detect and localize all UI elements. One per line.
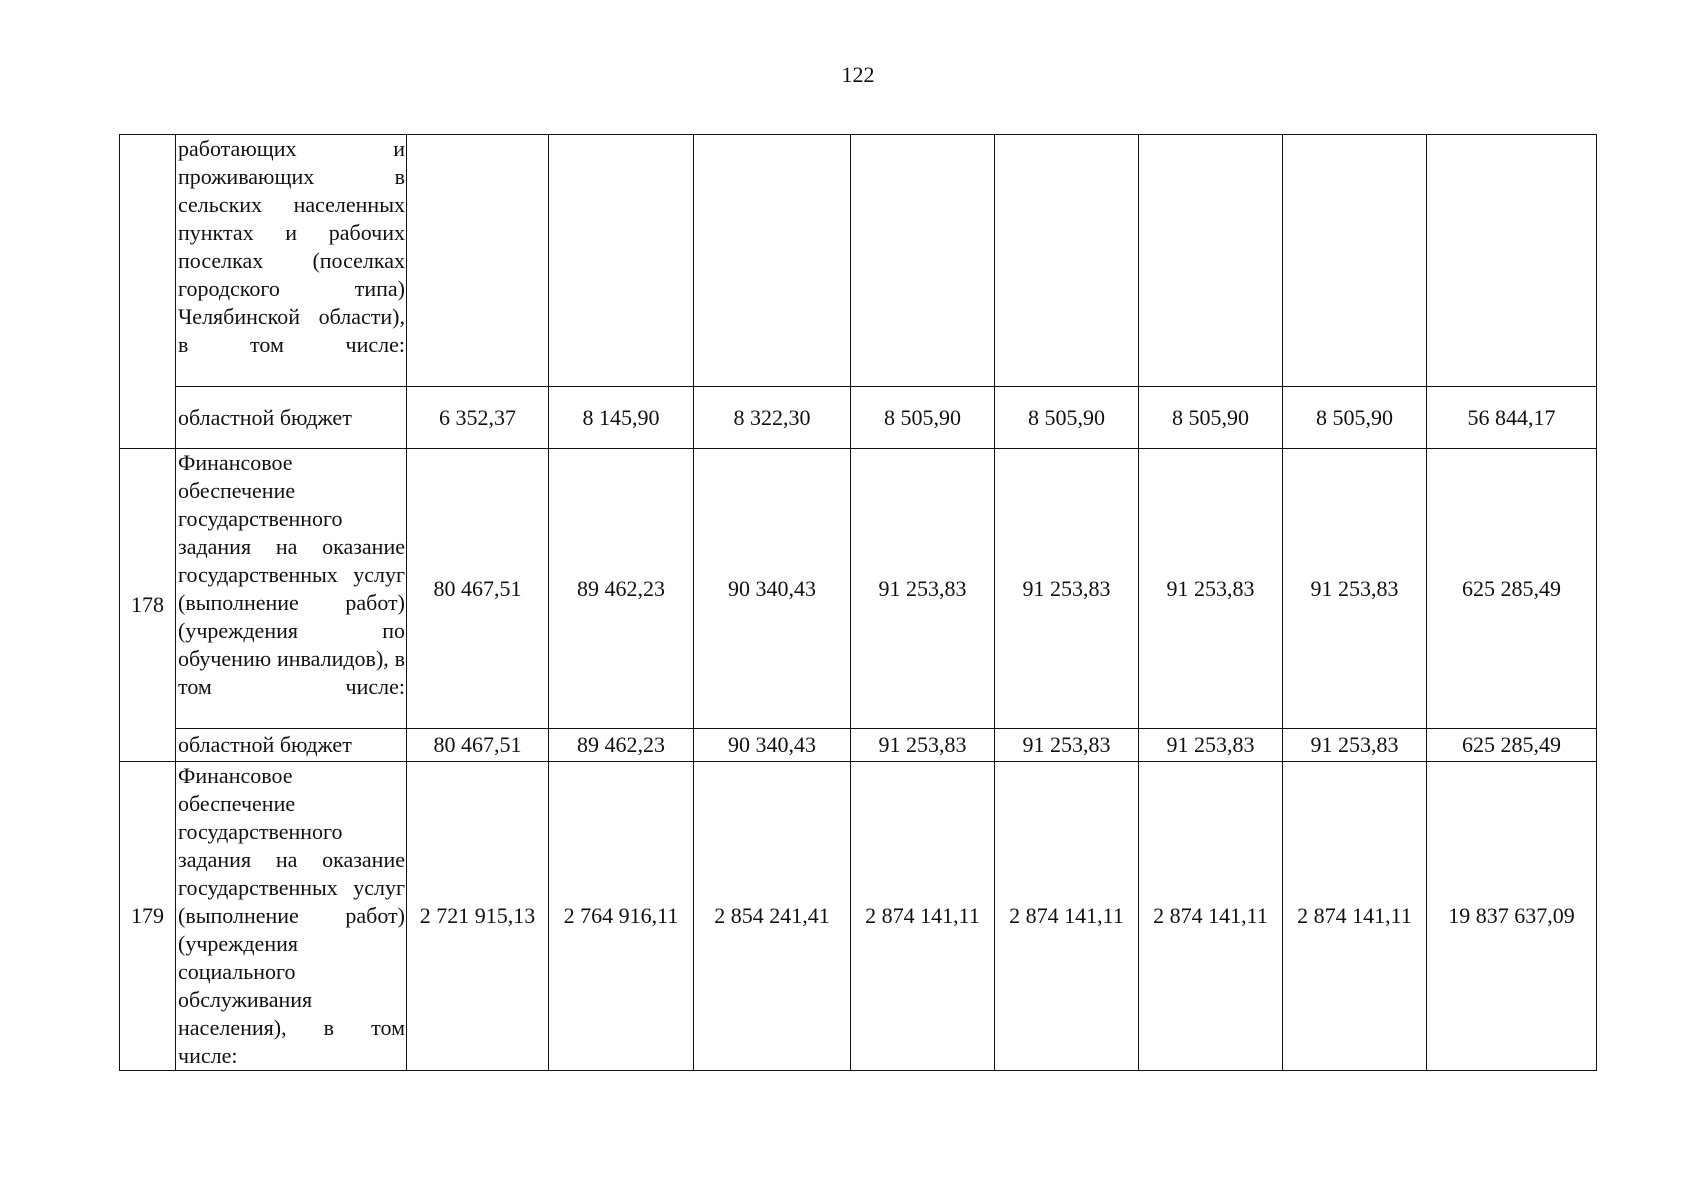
row-number-cell: 179 [120,762,176,1071]
table-row [120,729,1597,762]
value-cell: 8 505,90 [1283,387,1427,449]
value-cell: 91 253,83 [851,729,995,762]
value-cell: 2 874 141,11 [1283,762,1427,1071]
value-cell: 90 340,43 [694,729,851,762]
value-cell: 91 253,83 [995,449,1139,729]
value-cell: 80 467,51 [407,449,549,729]
value-cell: 8 505,90 [851,387,995,449]
value-cell: 2 874 141,11 [995,762,1139,1071]
value-cell: 91 253,83 [1283,449,1427,729]
value-cell: 89 462,23 [549,449,694,729]
value-cell: 80 467,51 [407,729,549,762]
value-cell: 2 721 915,13 [407,762,549,1071]
value-cell: 2 874 141,11 [1139,762,1283,1071]
value-cell [549,135,694,387]
total-cell: 56 844,17 [1427,387,1597,449]
page-number: 122 [841,62,875,87]
value-cell: 91 253,83 [851,449,995,729]
description-cell: Финансовое обеспечение государственного задания на оказание государственных услуг (выполнение работ) (учреждения социального обслуживания населения), в том числе: [176,762,407,1071]
value-cell: 90 340,43 [694,449,851,729]
value-cell [995,135,1139,387]
value-cell [851,135,995,387]
value-cell [407,135,549,387]
budget-label-cell: областной бюджет [176,387,407,449]
table-row [120,135,1597,387]
total-cell: 625 285,49 [1427,729,1597,762]
value-cell: 91 253,83 [1139,449,1283,729]
total-cell: 19 837 637,09 [1427,762,1597,1071]
row-number-cell: 178 [120,449,176,762]
value-cell: 2 874 141,11 [851,762,995,1071]
row-number-cell [120,135,176,449]
value-cell: 89 462,23 [549,729,694,762]
value-cell [1283,135,1427,387]
value-cell: 2 764 916,11 [549,762,694,1071]
value-cell: 6 352,37 [407,387,549,449]
value-cell [1139,135,1283,387]
description-cell: Финансовое обеспечение государственного задания на оказание государственных услуг (выполнение работ) (учреждения по обучению инвалидов), в том числе: [176,449,407,729]
value-cell: 8 505,90 [995,387,1139,449]
value-cell: 8 322,30 [694,387,851,449]
value-cell: 91 253,83 [1139,729,1283,762]
value-cell: 91 253,83 [1283,729,1427,762]
total-cell: 625 285,49 [1427,449,1597,729]
table-row [120,449,1597,729]
value-cell: 8 505,90 [1139,387,1283,449]
table-row [120,387,1597,449]
value-cell: 91 253,83 [995,729,1139,762]
budget-table [119,134,1597,1071]
value-cell: 8 145,90 [549,387,694,449]
table-row [120,762,1597,1071]
budget-label-cell: областной бюджет [176,729,407,762]
value-cell [1427,135,1597,387]
description-cell: работающих и проживающих в сельских населенных пунктах и рабочих поселках (поселках городского типа) Челябинской области), в том числе: [176,135,407,387]
value-cell: 2 854 241,41 [694,762,851,1071]
value-cell [694,135,851,387]
